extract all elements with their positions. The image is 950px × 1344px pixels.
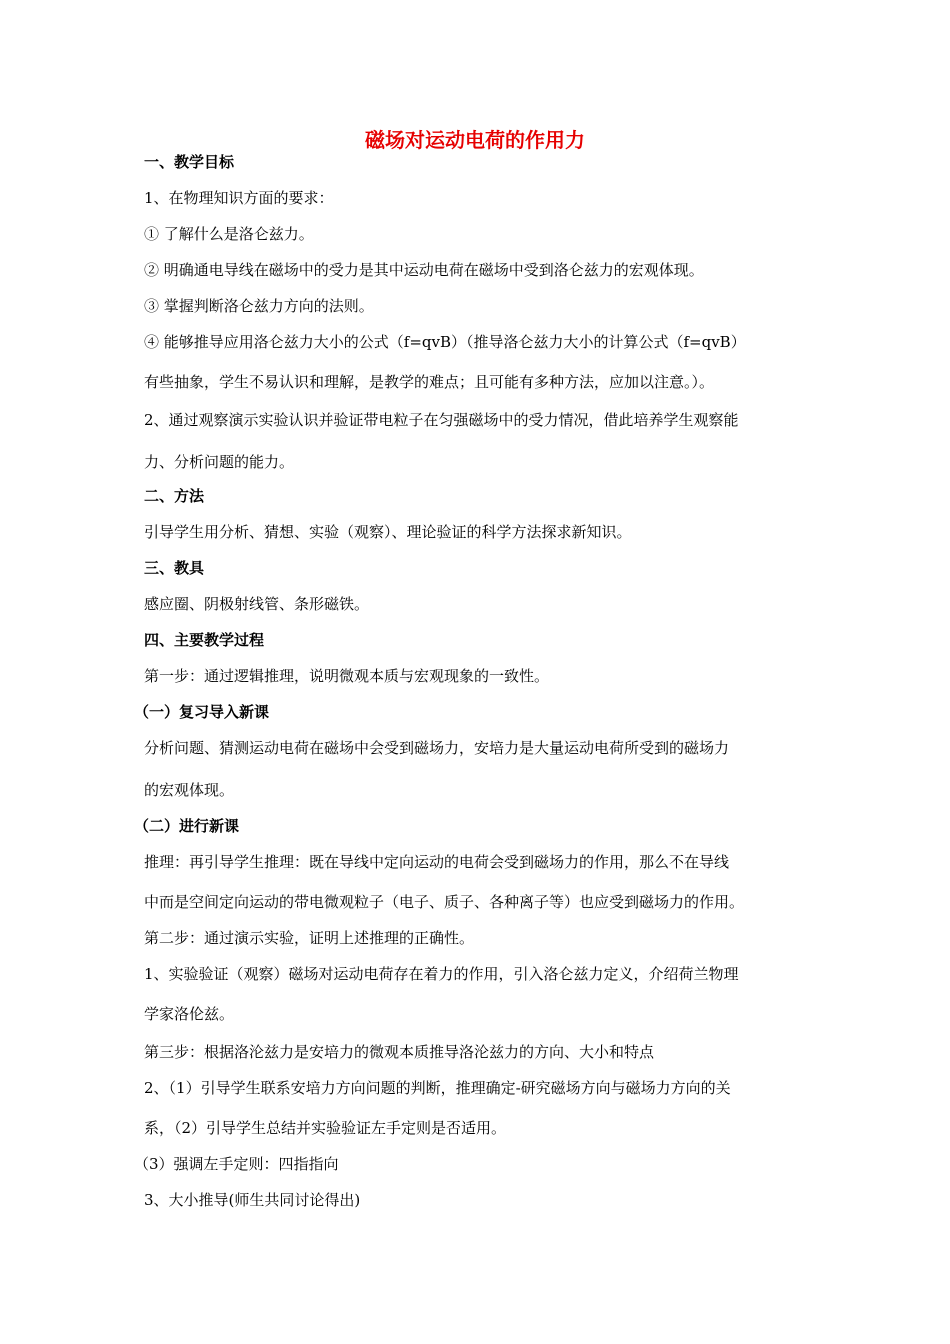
text-line: ③ 掌握判断洛仑兹力方向的法则。 [144,297,374,315]
text-line: 第一步：通过逻辑推理，说明微观本质与宏观现象的一致性。 [144,667,550,685]
text-line: （3）强调左手定则：四指指向 [134,1155,339,1173]
text-line: 推理：再引导学生推理：既在导线中定向运动的电荷会受到磁场力的作用，那么不在导线 [144,853,730,871]
heading-method: 二、方法 [144,487,205,505]
text-line: 第二步：通过演示实验，证明上述推理的正确性。 [144,929,475,947]
text-line: 学家洛伦兹。 [144,1005,235,1023]
text-line: 1、实验验证（观察）磁场对运动电荷存在着力的作用，引入洛仑兹力定义，介绍荷兰物理 [144,965,739,983]
text-line: 引导学生用分析、猜想、实验（观察）、理论验证的科学方法探求新知识。 [144,523,632,541]
text-line: 有些抽象，学生不易认识和理解，是教学的难点；且可能有多种方法，应加以注意。）。 [144,373,715,391]
text-line: 力、分析问题的能力。 [144,453,295,471]
heading-teaching-process: 四、主要教学过程 [144,631,265,649]
text-line: 2、通过观察演示实验认识并验证带电粒子在匀强磁场中的受力情况，借此培养学生观察能 [144,411,739,429]
text-line: 感应圈、阴极射线管、条形磁铁。 [144,595,370,613]
document-title: 磁场对运动电荷的作用力 [365,128,585,152]
text-line: 3、大小推导(师生共同讨论得出) [144,1191,361,1209]
subheading-new-lesson: （二）进行新课 [134,817,240,835]
subheading-review: （一）复习导入新课 [134,703,270,721]
text-line: 第三步：根据洛沦兹力是安培力的微观本质推导洛沦兹力的方向、大小和特点 [144,1043,655,1061]
text-line: 分析问题、猜测运动电荷在磁场中会受到磁场力，安培力是大量运动电荷所受到的磁场力 [144,739,730,757]
text-line: 1、在物理知识方面的要求： [144,189,334,207]
text-line: 中而是空间定向运动的带电微观粒子（电子、质子、各种离子等）也应受到磁场力的作用。 [144,893,745,911]
text-line: ① 了解什么是洛仑兹力。 [144,225,314,243]
text-line: 2、（1）引导学生联系安培力方向问题的判断，推理确定-研究磁场方向与磁场力方向的关 [144,1079,731,1097]
heading-teaching-tools: 三、教具 [144,559,205,577]
text-line: ④ 能够推导应用洛仑兹力大小的公式（f=qvB）（推导洛仑兹力大小的计算公式（f=qvB） [144,333,746,351]
text-line: ② 明确通电导线在磁场中的受力是其中运动电荷在磁场中受到洛仑兹力的宏观体现。 [144,261,704,279]
text-line: 系，（2）引导学生总结并实验验证左手定则是否适用。 [144,1119,507,1137]
heading-teaching-goals: 一、教学目标 [144,153,235,171]
text-line: 的宏观体现。 [144,781,235,799]
